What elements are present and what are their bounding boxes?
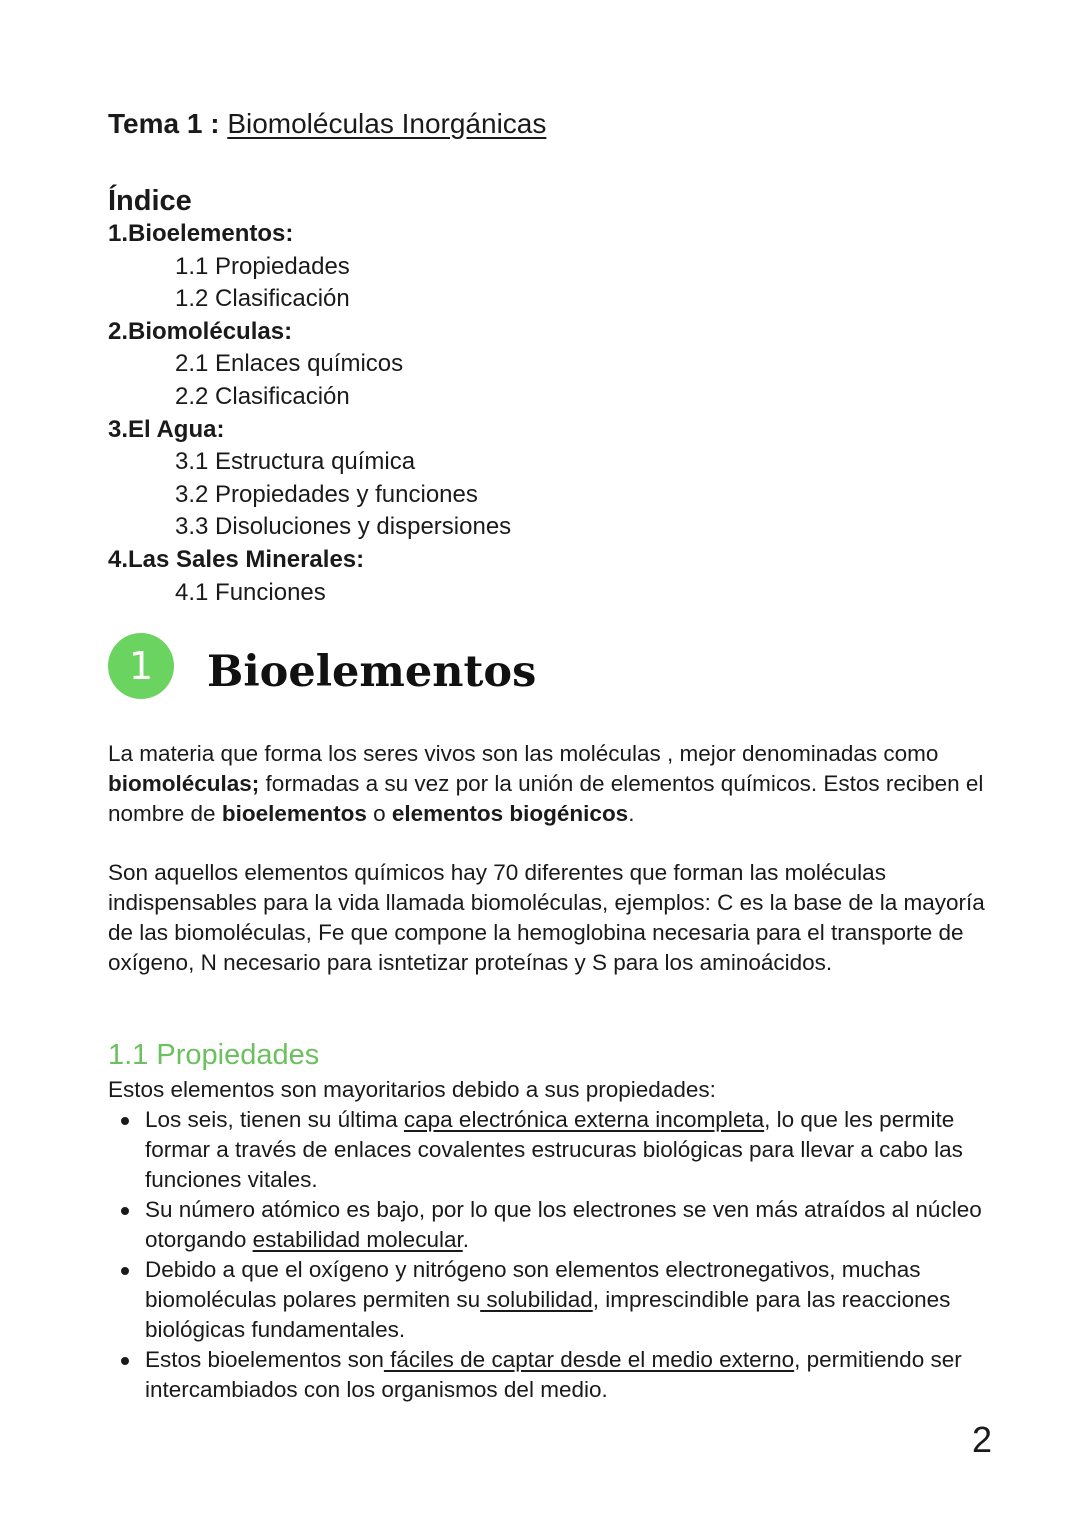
para-text: .: [628, 801, 635, 826]
page-number: 2: [971, 1419, 992, 1460]
toc-item-2-2: 2.2 Clasificación: [175, 382, 350, 410]
toc-section-3: 3.El Agua:: [108, 415, 225, 443]
index-heading: Índice: [108, 185, 192, 217]
table-of-contents: [108, 218, 511, 609]
toc-item-2-1: 2.1 Enlaces químicos: [175, 350, 404, 378]
intro-paragraph: [108, 739, 988, 829]
toc-section-1: 1.Bioelementos:: [108, 220, 294, 247]
list-text: , lo que les permite formar a través de enlaces covalentes estrucuras biológicas para llevar a cabo las funciones vitales.: [145, 1107, 963, 1192]
list-underlined: solubilidad: [480, 1287, 593, 1312]
list-item: [145, 1345, 1015, 1405]
list-underlined: fáciles de captar desde el medio externo: [383, 1347, 795, 1372]
list-text: , imprescindible para las reacciones biológicas fundamentales.: [145, 1287, 951, 1342]
toc-section-4: 4.Las Sales Minerales:: [108, 545, 365, 573]
list-text: .: [462, 1227, 469, 1252]
para-bold-bioelementos: bioelementos: [221, 801, 367, 826]
document-title: [108, 106, 546, 142]
properties-list: [108, 1105, 1015, 1405]
subsection-intro: Estos elementos son mayoritarios debido a sus propiedades:: [108, 1077, 716, 1102]
list-text: Su número atómico es bajo, por lo que los electrones se ven más atraídos al núcleo otorgando: [145, 1197, 982, 1252]
para-text: o: [366, 801, 392, 826]
section-number-badge: 1: [108, 633, 174, 699]
toc-item-1-1: 1.1 Propiedades: [175, 252, 350, 280]
toc-item-1-2: 1.2 Clasificación: [175, 285, 350, 313]
para-bold-biomoleculas: biomoléculas;: [108, 771, 260, 796]
toc-item-3-1: 3.1 Estructura química: [175, 448, 416, 476]
list-text: , permitiendo ser intercambiados con los organismos del medio.: [145, 1347, 962, 1402]
para-text: formadas a su vez por la unión de elementos químicos. Estos reciben el nombre de: [108, 771, 984, 826]
list-underlined: capa electrónica externa incompleta: [403, 1107, 765, 1132]
toc-item-4-1: 4.1 Funciones: [175, 578, 326, 606]
toc-item-3-2: 3.2 Propiedades y funciones: [175, 480, 478, 508]
subsection-heading: 1.1 Propiedades: [108, 1039, 320, 1071]
list-item: [145, 1195, 1015, 1255]
list-text: Estos bioelementos son: [145, 1347, 384, 1372]
list-item: [145, 1255, 1015, 1345]
examples-paragraph: Son aquellos elementos químicos hay 70 diferentes que forman las moléculas indispensables para la vida llamada biomoléculas, ejemplos: C es la base de la mayoría de las biomoléculas, Fe que compone la hemoglobina necesaria para el transporte de oxígeno, N necesario para isntetizar proteínas y S para los aminoácidos.: [108, 860, 985, 975]
list-underlined: estabilidad molecular: [252, 1227, 463, 1252]
list-text: Debido a que el oxígeno y nitrógeno son elementos electronegativos, muchas biomoléculas polares permiten su: [145, 1257, 921, 1312]
list-text: Los seis, tienen su última: [145, 1107, 404, 1132]
toc-section-2: 2.Biomoléculas:: [108, 317, 293, 345]
para-bold-elementos-biogenicos: elementos biogénicos: [391, 801, 629, 826]
toc-item-3-3: 3.3 Disoluciones y dispersiones: [175, 513, 512, 541]
section-heading: Bioelementos: [207, 647, 537, 697]
tema-title: Biomoléculas Inorgánicas: [227, 108, 547, 139]
list-item: [145, 1105, 1015, 1195]
para-text: La materia que forma los seres vivos son las moléculas , mejor denominadas como: [108, 741, 939, 766]
tema-label: Tema 1 :: [108, 108, 220, 139]
